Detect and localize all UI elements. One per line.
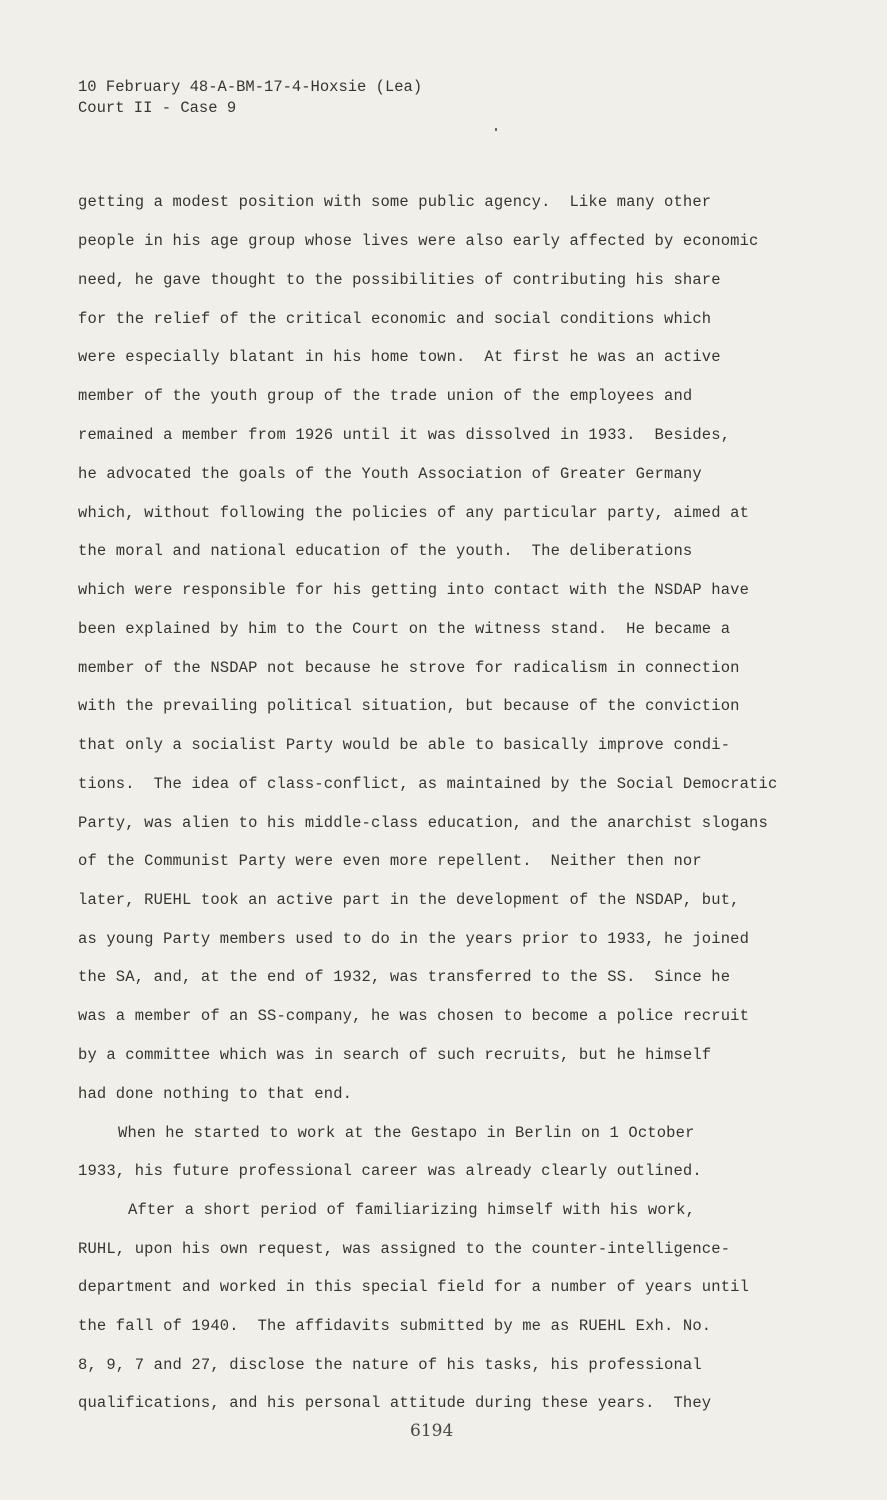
text-line: tions. The idea of class-conflict, as maintained by the Social Democratic	[78, 775, 778, 793]
text-line: as young Party members used to do in the years prior to 1933, he joined	[78, 930, 750, 948]
text-line: member of the youth group of the trade union of the employees and	[78, 387, 693, 405]
text-line: Party, was alien to his middle-class education, and the anarchist slogans	[78, 814, 768, 832]
text-line: by a committee which was in search of such recruits, but he himself	[78, 1046, 712, 1064]
text-line: remained a member from 1926 until it was dissolved in 1933. Besides,	[78, 426, 731, 444]
text-line: the SA, and, at the end of 1932, was transferred to the SS. Since he	[78, 968, 731, 986]
text-line: member of the NSDAP not because he strove for radicalism in connection	[78, 659, 740, 677]
text-line: After a short period of familiarizing himself with his work,	[128, 1201, 696, 1219]
header-line-1: 10 February 48-A-BM-17-4-Hoxsie (Lea)	[78, 78, 423, 96]
text-line: he advocated the goals of the Youth Association of Greater Germany	[78, 465, 702, 483]
text-line: people in his age group whose lives were also early affected by economic	[78, 232, 759, 250]
text-line: of the Communist Party were even more repellent. Neither then nor	[78, 852, 702, 870]
text-line: When he started to work at the Gestapo in Berlin on 1 October	[118, 1124, 695, 1142]
text-line: that only a socialist Party would be able to basically improve condi-	[78, 736, 731, 754]
text-line: with the prevailing political situation, but because of the conviction	[78, 697, 740, 715]
text-line: the moral and national education of the youth. The deliberations	[78, 542, 693, 560]
text-line: for the relief of the critical economic and social conditions which	[78, 310, 712, 328]
text-line: need, he gave thought to the possibilities of contributing his share	[78, 271, 721, 289]
text-line: 1933, his future professional career was already clearly outlined.	[78, 1162, 702, 1180]
text-line: later, RUEHL took an active part in the development of the NSDAP, but,	[78, 891, 740, 909]
text-line: 8, 9, 7 and 27, disclose the nature of his tasks, his professional	[78, 1356, 702, 1374]
text-line: qualifications, and his personal attitude during these years. They	[78, 1394, 712, 1412]
text-line: the fall of 1940. The affidavits submitted by me as RUEHL Exh. No.	[78, 1317, 712, 1335]
text-line: were especially blatant in his home town. At first he was an active	[78, 348, 721, 366]
text-line: had done nothing to that end.	[78, 1085, 353, 1103]
text-line: RUHL, upon his own request, was assigned to the counter-intelligence-	[78, 1240, 731, 1258]
text-line: getting a modest position with some public agency. Like many other	[78, 193, 712, 211]
text-line: which were responsible for his getting into contact with the NSDAP have	[78, 581, 750, 599]
text-line: been explained by him to the Court on the witness stand. He became a	[78, 620, 731, 638]
text-line: was a member of an SS-company, he was chosen to become a police recruit	[78, 1007, 750, 1025]
page-number: 6194	[410, 1421, 454, 1441]
text-line: which, without following the policies of any particular party, aimed at	[78, 504, 750, 522]
header-line-2: Court II - Case 9	[78, 99, 237, 117]
text-line: department and worked in this special field for a number of years until	[78, 1278, 750, 1296]
